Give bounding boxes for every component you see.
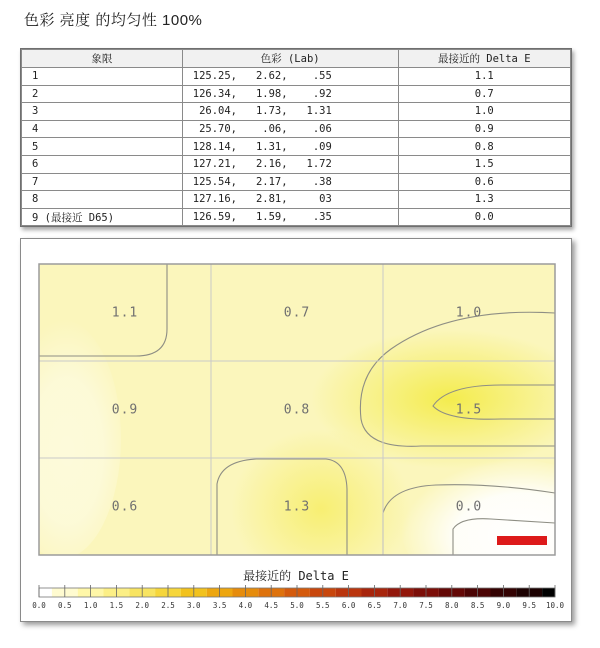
colorbar-tick-label: 8.5 <box>470 601 485 610</box>
colorbar-tick-label: 6.5 <box>367 601 382 610</box>
colorbar-tick-label: 5.0 <box>290 601 304 610</box>
colorbar-swatch <box>39 588 52 597</box>
lab-table <box>20 48 572 227</box>
table-row <box>22 85 571 103</box>
table-header-row <box>22 50 571 68</box>
colorbar-tick-label: 10.0 <box>545 601 565 610</box>
uniformity-heatmap <box>21 239 571 621</box>
colorbar-tick-label: 0.5 <box>58 601 72 610</box>
colorbar-tick-label: 8.0 <box>445 601 459 610</box>
cell-value-label: 0.8 <box>283 402 311 418</box>
table-row <box>22 68 571 86</box>
table-row <box>22 138 571 156</box>
colorbar-tick-label: 9.5 <box>522 601 536 610</box>
delta-e-cell: 1.1 <box>398 68 571 86</box>
lab-cell: 126.59, 1.59, .35 <box>182 208 398 226</box>
table-row <box>22 208 571 226</box>
colorbar-title: 最接近的 Delta E <box>243 569 349 583</box>
quadrant-cell: 6 <box>22 155 183 173</box>
colorbar-tick-label: 2.5 <box>161 601 175 610</box>
header-quadrant: 象限 <box>22 50 183 68</box>
colorbar-swatch <box>542 588 555 597</box>
table-row <box>22 155 571 173</box>
colorbar-tick-label: 7.0 <box>393 601 407 610</box>
cell-value-label: 1.5 <box>455 402 483 418</box>
quadrant-cell: 1 <box>22 68 183 86</box>
quadrant-cell: 7 <box>22 173 183 191</box>
cell-value-label: 1.3 <box>283 499 311 515</box>
quadrant-cell: 5 <box>22 138 183 156</box>
table-row <box>22 191 571 209</box>
delta-e-cell: 0.0 <box>398 208 571 226</box>
colorbar-tick-label: 4.0 <box>238 601 253 610</box>
cell-value-label: 0.6 <box>111 499 139 515</box>
quadrant-cell: 8 <box>22 191 183 209</box>
table-row <box>22 103 571 121</box>
delta-e-cell: 1.0 <box>398 103 571 121</box>
colorbar-tick-label: 2.0 <box>135 601 149 610</box>
table-row <box>22 173 571 191</box>
header-delta-e: 最接近的 Delta E <box>398 50 571 68</box>
lab-cell: 128.14, 1.31, .09 <box>182 138 398 156</box>
lab-cell: 26.04, 1.73, 1.31 <box>182 103 398 121</box>
colorbar-tick-label: 7.5 <box>419 601 433 610</box>
uniformity-chart-panel <box>20 238 572 622</box>
lab-cell: 25.70, .06, .06 <box>182 120 398 138</box>
quadrant-cell: 9 (最接近 D65) <box>22 208 183 226</box>
quadrant-cell: 2 <box>22 85 183 103</box>
colorbar-tick-label: 9.0 <box>496 601 511 610</box>
colorbar-tick-label: 1.0 <box>83 601 98 610</box>
delta-e-cell: 1.3 <box>398 191 571 209</box>
delta-e-cell: 0.8 <box>398 138 571 156</box>
colorbar-tick-label: 4.5 <box>264 601 278 610</box>
delta-e-cell: 1.5 <box>398 155 571 173</box>
delta-e-cell: 0.9 <box>398 120 571 138</box>
colorbar-tick-label: 3.5 <box>212 601 227 610</box>
colorbar-tick-label: 3.0 <box>187 601 201 610</box>
header-lab: 色彩 (Lab) <box>182 50 398 68</box>
lab-cell: 125.54, 2.17, .38 <box>182 173 398 191</box>
page-title: 色彩 亮度 的均匀性 100% <box>24 12 203 29</box>
reference-marker <box>497 536 547 545</box>
cell-value-label: 1.1 <box>111 305 139 321</box>
cell-value-label: 0.7 <box>283 305 311 321</box>
lab-cell: 126.34, 1.98, .92 <box>182 85 398 103</box>
cell-value-label: 1.0 <box>455 305 483 321</box>
delta-e-cell: 0.7 <box>398 85 571 103</box>
cell-value-label: 0.0 <box>455 499 483 515</box>
lab-cell: 127.21, 2.16, 1.72 <box>182 155 398 173</box>
colorbar-tick-label: 6.0 <box>341 601 356 610</box>
table-row <box>22 120 571 138</box>
cell-value-label: 0.9 <box>111 402 139 418</box>
colorbar-tick-label: 5.5 <box>316 601 330 610</box>
colorbar-tick-label: 1.5 <box>109 601 124 610</box>
quadrant-cell: 3 <box>22 103 183 121</box>
lab-cell: 125.25, 2.62, .55 <box>182 68 398 86</box>
lab-cell: 127.16, 2.81, 03 <box>182 191 398 209</box>
delta-e-cell: 0.6 <box>398 173 571 191</box>
quadrant-cell: 4 <box>22 120 183 138</box>
colorbar-tick-label: 0.0 <box>32 601 46 610</box>
